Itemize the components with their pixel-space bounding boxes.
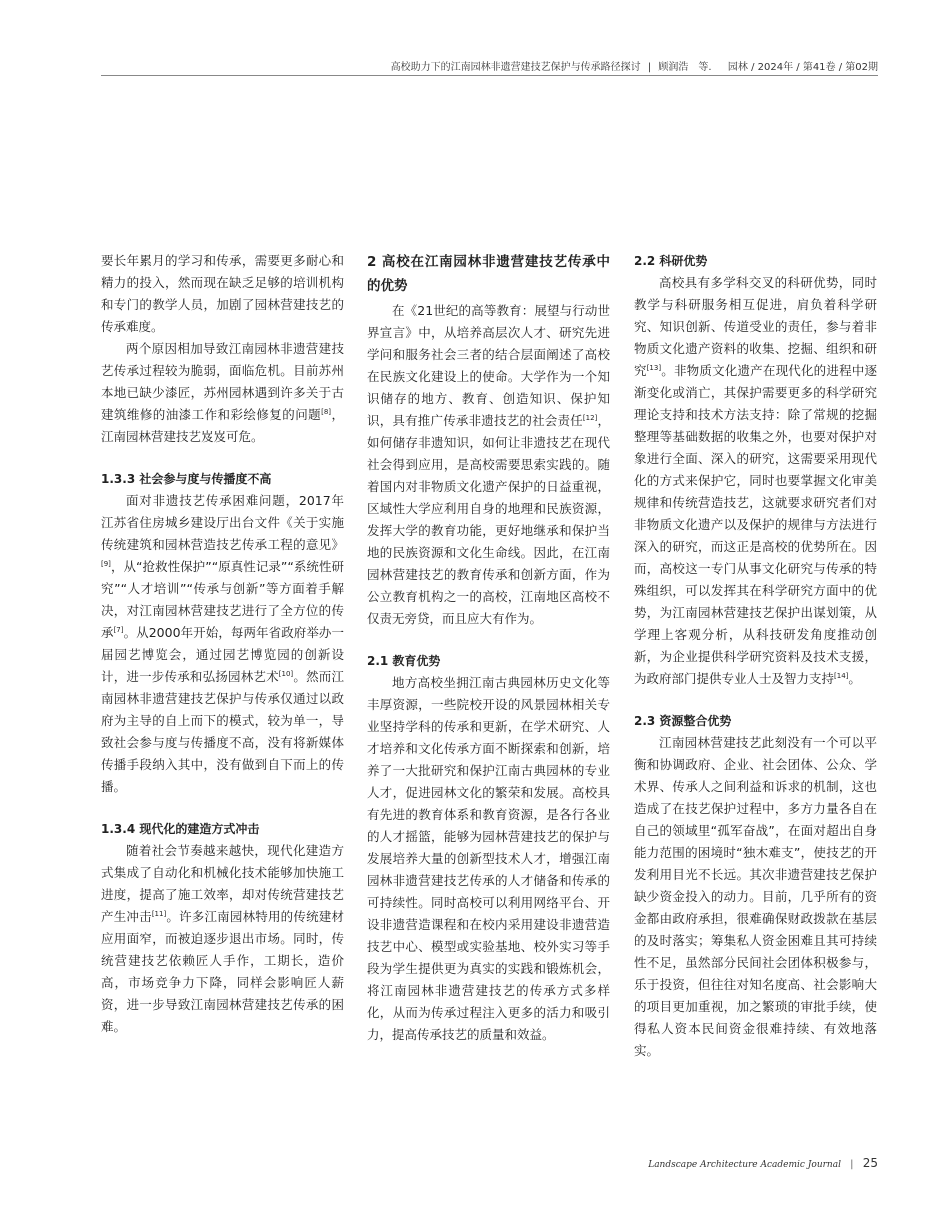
journal-name: Landscape Architecture Academic Journal [648,1160,841,1170]
section-heading-1-3-3: 1.3.3 社会参与度与传播度不高 [101,472,272,486]
running-title: 高校助力下的江南园林非遗营建技艺保护与传承路径探讨 [390,62,641,73]
section-heading-2-2: 2.2 科研优势 [634,254,708,268]
citation-ref: [13] [646,363,662,372]
citation-ref: [12] [582,413,598,422]
column-3 [634,250,877,1062]
paragraph: 江南园林营建技艺此刻没有一个可以平衡和协调政府、企业、社会团体、公众、学术界、传承人之间利益和诉求的机制，这也造成了在技艺保护过程中，多方力量各自在自己的领域里“孤军奋战”，在面对超出自身能力范围的困境时“独木难支”，使技艺的开发利用目光不长远。其次非遗营建技艺保护缺少资金投入的动力。目前，几乎所有的资金都由政府承担，很难确保财政拨款在基层的及时落实；筹集私人资金困难且其可持续性不足，虽然部分民间社会团体积极参与，乐于投资，但往往对知名度高、社会影响大的项目更加重视，加之繁琐的审批手续，使得私人资本民间资金很难持续、有效地落实。 [634,735,877,1058]
paragraph: 在《21世纪的高等教育：展望与行动世界宣言》中，从培养高层次人才、研究先进学问和服务社会三者的结合层面阐述了高校在民族文化建设上的使命。大学作为一个知识储存的地方、教育、创造知识、保护知识，具有推广传承非遗技艺的社会责任[12]，如何储存非遗知识，如何让非遗技艺在现代社会得到应用，是高校需要思索实践的。随着国内对非物质文化遗产保护的日益重视，区域性大学应利用自身的地理和民族资源，发挥大学的教育功能，更好地继承和保护当地的民族资源和文化生命线。因此，在江南园林营建技艺的教育传承和创新方面，作为公立教育机构之一的高校，江南地区高校不仅责无旁贷，而且应大有作为。 [367,303,610,626]
footer-separator: | [850,1159,854,1170]
column-2 [367,250,610,1046]
page-footer [648,1156,878,1170]
journal-issue: 园林 / 2024年 / 第41卷 / 第02期 [727,62,878,73]
column-1 [101,250,344,1038]
paragraph: 面对非遗技艺传承困难问题，2017年江苏省住房城乡建设厅出台文件《关于实施传统建筑和园林营造技艺传承工程的意见》[9]，从“抢救性保护”“原真性记录”“系统性研究”“人才培训”“传承与创新”等方面着手解决，对江南园林营建技艺进行了全方位的传承[7]。从2000年开始，每两年省政府举办一届园艺博览会，通过园艺博览园的创新设计，进一步传承和弘扬园林艺术[10]。然而江南园林非遗营建技艺保护与传承仅通过以政府为主导的自上而下的模式，较为单一，导致社会参与度与传播度不高，没有将新媒体传播手段纳入其中，没有做到自下而上的传播。 [101,493,344,794]
paragraph: 地方高校坐拥江南古典园林历史文化等丰厚资源，一些院校开设的风景园林相关专业坚持学科的传承和更新，在学术研究、人才培养和文化传承方面不断探索和创新，培养了一大批研究和保护江南古典园林的专业人才，促进园林文化的繁荣和发展。高校具有先进的教育体系和教育资源，是各行各业的人才摇篮，能够为园林营建技艺的保护与发展培养大量的创新型技术人才，增强江南园林非遗营建技艺传承的人才储备和传承的可持续性。同时高校可以利用网络平台、开设非遗营造课程和在校内采用建设非遗营造技艺中心、模型或实验基地、校外实习等手段为学生提供更为真实的实践和锻炼机会，将江南园林非遗营建技艺的传承方式多样化，从而为传承过程注入更多的活力和吸引力，提高传承技艺的质量和效益。 [367,675,610,1042]
citation-ref: [7] [113,625,124,634]
paragraph: 随着社会节奏越来越快，现代化建造方式集成了自动化和机械化技术能够加快施工进度，提高了施工效率，却对传统营建技艺产生冲击[11]。许多江南园林特用的传统建材应用面窄，而被迫逐步退出市场。同时，传统营建技艺依赖匠人手作，工期长，造价高，市场竞争力下降，同样会影响匠人薪资，进一步导致江南园林营建技艺传承的困难。 [101,843,344,1034]
section-heading-2-1: 2.1 教育优势 [367,654,441,668]
section-heading-2: 2 高校在江南园林非遗营建技艺传承中的优势 [367,254,610,294]
paragraph: 高校具有多学科交叉的科研优势，同时教学与科研服务相互促进，肩负着科学研究、知识创新、传道受业的责任，参与着非物质文化遗产资料的收集、挖掘、组织和研究[13]。非物质文化遗产在现代化的进程中逐渐变化或消亡，其保护需要更多的科学研究理论支持和技术方法支持：除了常规的挖掘整理等基础数据的收集之外，也要对保护对象进行全面、深入的研究，这需要采用现代化的方式来保护它，同时也要掌握文化审美规律和传统营造技艺，这就要求研究者们对非物质文化遗产以及保护的规律与方法进行深入的研究，而这正是高校的优势所在。因而，高校这一专门从事文化研究与传承的特殊组织，可以发挥其在科学研究方面中的优势，为江南园林营建技艺保护出谋划策，从学理上客观分析，从科技研发角度推动创新，为企业提供科学研究资料及技术支援，为政府部门提供专业人士及智力支持[14]。 [634,275,877,686]
running-authors: 顾润浩 等. [658,62,712,73]
header-separator: | [647,62,652,73]
citation-ref: [14] [834,671,849,680]
citation-ref: [10] [278,669,294,678]
paragraph: 两个原因相加导致江南园林非遗营建技艺传承过程较为脆弱，面临危机。目前苏州本地已缺少漆匠，苏州园林遇到许多关于古建筑维修的油漆工作和彩绘修复的问题[8]，江南园林营建技艺岌岌可危。 [101,341,344,444]
citation-ref: [8] [321,407,332,416]
section-heading-2-3: 2.3 资源整合优势 [634,714,732,728]
paragraph: 要长年累月的学习和传承，需要更多耐心和精力的投入，然而现在缺乏足够的培训机构和专门的教学人员，加剧了园林营建技艺的传承难度。 [101,253,344,334]
running-header [101,58,878,76]
section-heading-1-3-4: 1.3.4 现代化的建造方式冲击 [101,822,260,836]
page-number: 25 [862,1156,878,1170]
citation-ref: [9] [101,559,111,568]
citation-ref: [11] [151,909,167,918]
